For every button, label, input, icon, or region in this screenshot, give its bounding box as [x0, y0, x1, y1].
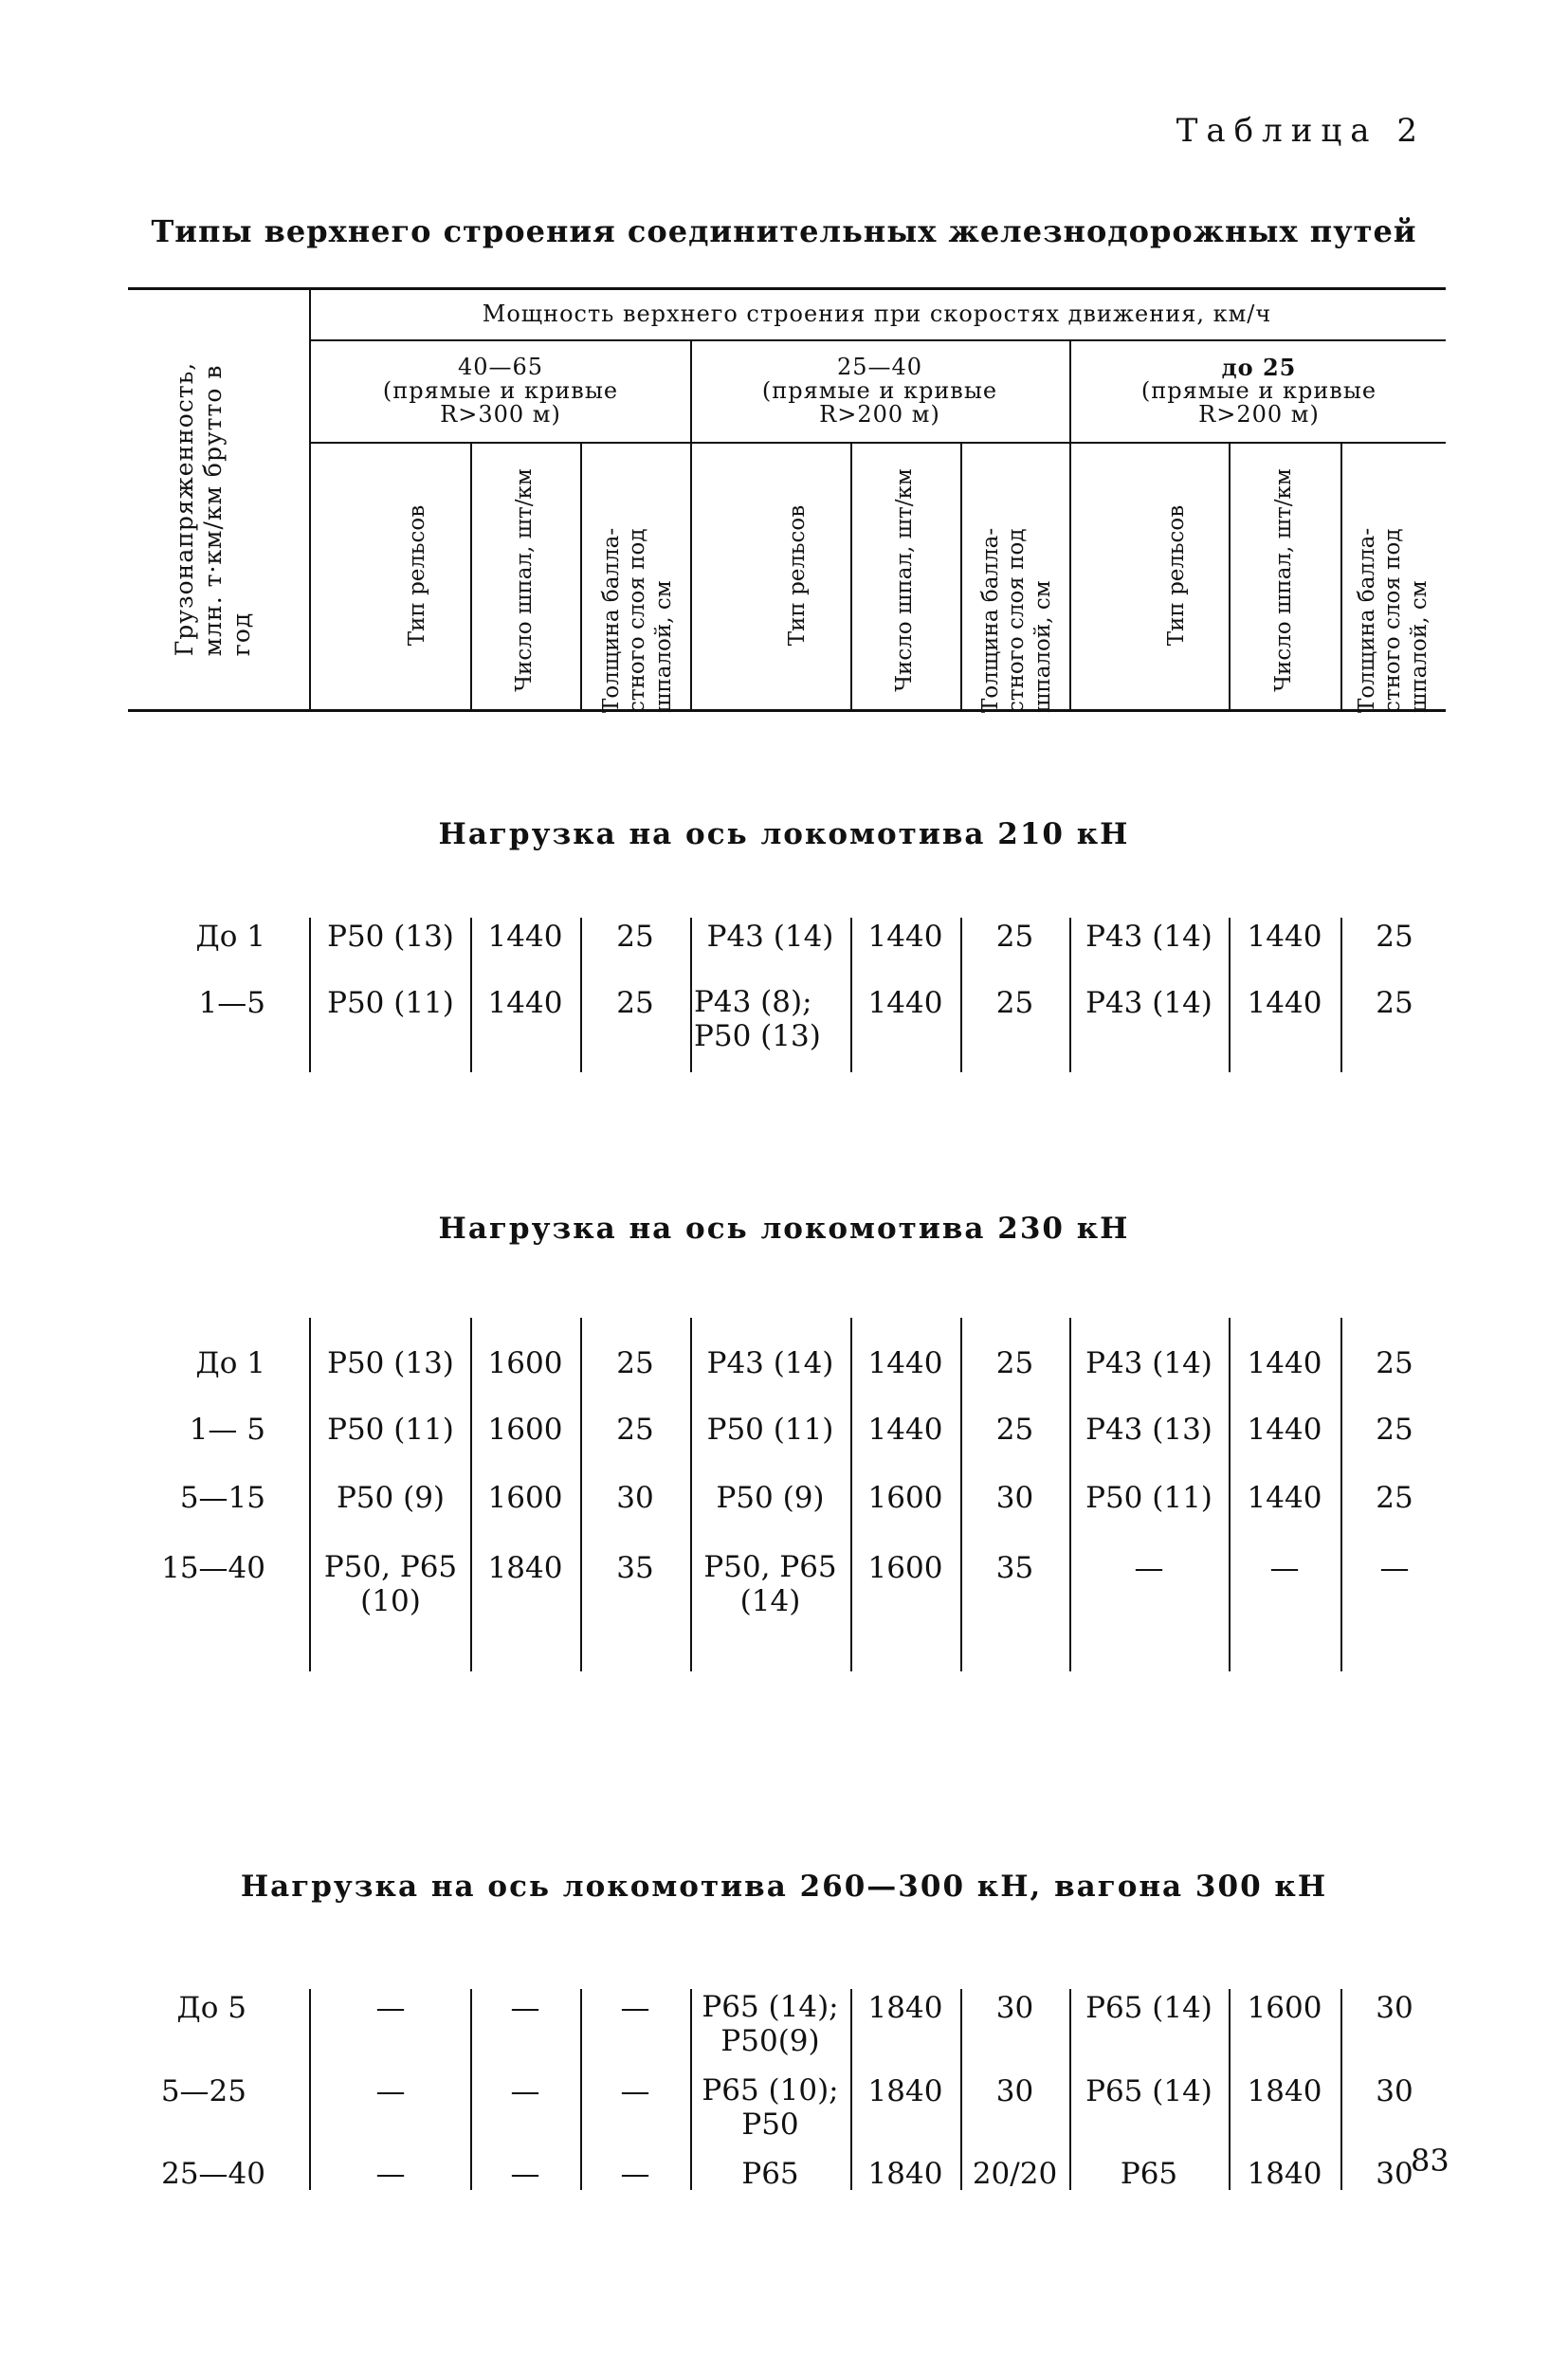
sleepers: 1440: [1247, 1481, 1322, 1515]
sleepers: 1440: [487, 920, 563, 954]
ballast: 25: [1376, 1413, 1413, 1447]
sub-divider: [850, 442, 852, 709]
ballast: 30: [1376, 2074, 1413, 2108]
sleepers: 1840: [487, 1551, 563, 1585]
col-divider: [309, 1989, 311, 2190]
ballast: 25: [995, 1346, 1034, 1380]
rail-type: Р65 (14): [1085, 1991, 1212, 2025]
subcol-rail-type: Тип рельсов: [405, 504, 430, 647]
sleepers: 1440: [1247, 986, 1322, 1020]
header-divider: [309, 287, 311, 709]
speed-radius: R>300 м): [440, 401, 561, 429]
ballast: 30: [1376, 2157, 1413, 2191]
rail-type: Р43 (14): [1085, 1346, 1212, 1380]
page-number: 83: [1411, 2143, 1449, 2179]
table-label: Таблица 2: [1176, 112, 1426, 150]
sleepers: 1440: [867, 1413, 943, 1447]
sleepers: 1440: [487, 986, 563, 1020]
sleepers: 1600: [487, 1346, 563, 1380]
load-value: 5—15: [179, 1481, 265, 1515]
load-value: 25—40: [161, 2157, 265, 2191]
subcol-ballast: Толщина балла-стного слоя под шпалой, см: [1354, 527, 1431, 713]
rail-type: —: [375, 1991, 406, 2025]
speed-radius: R>200 м): [819, 401, 940, 429]
ballast: 30: [1376, 1991, 1413, 2025]
ballast: 25: [995, 986, 1034, 1020]
rail-type: Р50 (11): [327, 986, 454, 1020]
sleepers: —: [510, 2157, 540, 2191]
load-value: 15—40: [161, 1551, 265, 1585]
rail-type: Р50 (9): [336, 1481, 446, 1515]
group-rule: [310, 339, 1446, 341]
header-top-rule: [128, 287, 1446, 290]
sleepers: 1440: [1247, 1346, 1322, 1380]
load-value: До 5: [176, 1991, 246, 2025]
sleepers: 1440: [1247, 1413, 1322, 1447]
speed-rule: [310, 442, 1446, 444]
speed-group-1: [313, 356, 688, 428]
rail-type: Р50 (13): [327, 920, 454, 954]
sub-divider: [580, 442, 582, 709]
sleepers: 1840: [867, 2157, 943, 2191]
rail-type: Р50 (11): [706, 1413, 834, 1447]
subcol-ballast: Толщина балла-стного слоя под шпалой, см: [977, 527, 1055, 713]
subcol-sleepers: Число шпал, шт/км: [892, 468, 918, 692]
ballast: 25: [1376, 920, 1413, 954]
sleepers: 1440: [867, 986, 943, 1020]
ballast: —: [620, 2157, 650, 2191]
subcol-sleepers: Число шпал, шт/км: [1271, 468, 1297, 692]
load-value: До 1: [195, 920, 265, 954]
ballast: 25: [995, 1413, 1034, 1447]
section-title: Нагрузка на ось локомотива 210 кН: [438, 817, 1130, 851]
section-title: Нагрузка на ось локомотива 260—300 кН, вагона 300 кН: [240, 1870, 1328, 1904]
subcol-sleepers: Число шпал, шт/км: [512, 468, 538, 692]
ballast: 30: [616, 1481, 654, 1515]
rail-type: Р43 (14): [706, 1346, 834, 1380]
header-bottom-rule: [128, 709, 1446, 712]
rail-type: Р65: [1120, 2157, 1178, 2191]
speed-note: (прямые и кривые: [382, 377, 619, 405]
rail-type: Р65 (14); Р50(9): [702, 1990, 839, 2058]
table-title: Типы верхнего строения соединительных железнодорожных путей: [151, 213, 1417, 249]
sleepers: 1840: [1247, 2074, 1322, 2108]
sub-divider: [470, 442, 472, 709]
sleepers: 1600: [487, 1481, 563, 1515]
sleepers: 1440: [867, 1346, 943, 1380]
sleepers: 1840: [867, 1991, 943, 2025]
ballast: 25: [616, 986, 654, 1020]
speed-radius: R>200 м): [1198, 401, 1320, 429]
section-title: Нагрузка на ось локомотива 230 кН: [438, 1212, 1130, 1246]
rail-type: Р50, Р65 (10): [323, 1550, 458, 1618]
load-value: 5—25: [160, 2074, 246, 2108]
ballast: 35: [616, 1551, 654, 1585]
load-value: 1— 5: [189, 1413, 265, 1447]
ballast: 25: [616, 1413, 654, 1447]
subcol-rail-type: Тип рельсов: [1164, 504, 1190, 647]
row-header-label: Грузонапряженность, млн. т·км/км брутто в год: [171, 361, 255, 657]
rail-type: —: [375, 2074, 406, 2108]
rail-type: Р50 (11): [1085, 1481, 1212, 1515]
rail-type: Р65 (10); Р50: [702, 2073, 839, 2142]
group-header: Мощность верхнего строения при скоростях движения, км/ч: [482, 301, 1272, 327]
ballast: —: [1379, 1551, 1410, 1585]
ballast: 25: [1376, 986, 1413, 1020]
sub-divider: [960, 442, 962, 709]
rail-type: Р43 (14): [706, 920, 834, 954]
sleepers: 1840: [867, 2074, 943, 2108]
ballast: 25: [1376, 1346, 1413, 1380]
speed-range: 25—40: [836, 354, 923, 380]
rail-type: —: [1134, 1551, 1164, 1585]
rail-type: Р43 (14): [1085, 920, 1212, 954]
rail-type: Р50 (13): [327, 1346, 454, 1380]
sleepers: 1600: [867, 1551, 943, 1585]
rail-type: Р43 (13): [1085, 1413, 1212, 1447]
ballast: 30: [995, 1991, 1034, 2025]
speed-range: до 25: [1221, 354, 1297, 381]
sleepers: 1440: [1247, 920, 1322, 954]
rail-type: Р65 (14): [1085, 2074, 1212, 2108]
sub-divider: [1229, 442, 1231, 709]
sleepers: 1840: [1247, 2157, 1322, 2191]
rail-type: Р50 (11): [327, 1413, 454, 1447]
ballast: —: [620, 2074, 650, 2108]
sleepers: 1600: [487, 1413, 563, 1447]
ballast: 20/20: [972, 2157, 1058, 2191]
sleepers: —: [510, 2074, 540, 2108]
sleepers: 1440: [867, 920, 943, 954]
sleepers: 1600: [867, 1481, 943, 1515]
col-divider: [309, 918, 311, 1072]
ballast: 25: [616, 1346, 654, 1380]
speed-group-2: [692, 356, 1067, 428]
sleepers: —: [1269, 1551, 1300, 1585]
speed-range: 40—65: [457, 354, 544, 380]
rail-type: Р43 (14): [1085, 986, 1212, 1020]
rail-type: Р50, Р65 (14): [703, 1550, 837, 1618]
ballast: 25: [995, 920, 1034, 954]
ballast: 30: [995, 2074, 1034, 2108]
subcol-ballast: Толщина балла-стного слоя под шпалой, см: [598, 527, 676, 713]
rail-type: Р43 (8); Р50 (13): [694, 985, 821, 1053]
load-value: До 1: [195, 1346, 265, 1380]
rail-type: Р65: [741, 2157, 799, 2191]
ballast: 25: [1376, 1481, 1413, 1515]
ballast: 25: [616, 920, 654, 954]
rail-type: Р50 (9): [716, 1481, 825, 1515]
load-value: 1—5: [198, 986, 265, 1020]
sleepers: 1600: [1247, 1991, 1322, 2025]
speed-note: (прямые и кривые: [761, 377, 998, 405]
rail-type: —: [375, 2157, 406, 2191]
ballast: —: [620, 1991, 650, 2025]
sleepers: —: [510, 1991, 540, 2025]
speed-group-3: [1071, 356, 1447, 428]
subcol-rail-type: Тип рельсов: [785, 504, 811, 647]
speed-note: (прямые и кривые: [1140, 377, 1377, 405]
ballast: 35: [995, 1551, 1034, 1585]
ballast: 30: [995, 1481, 1034, 1515]
